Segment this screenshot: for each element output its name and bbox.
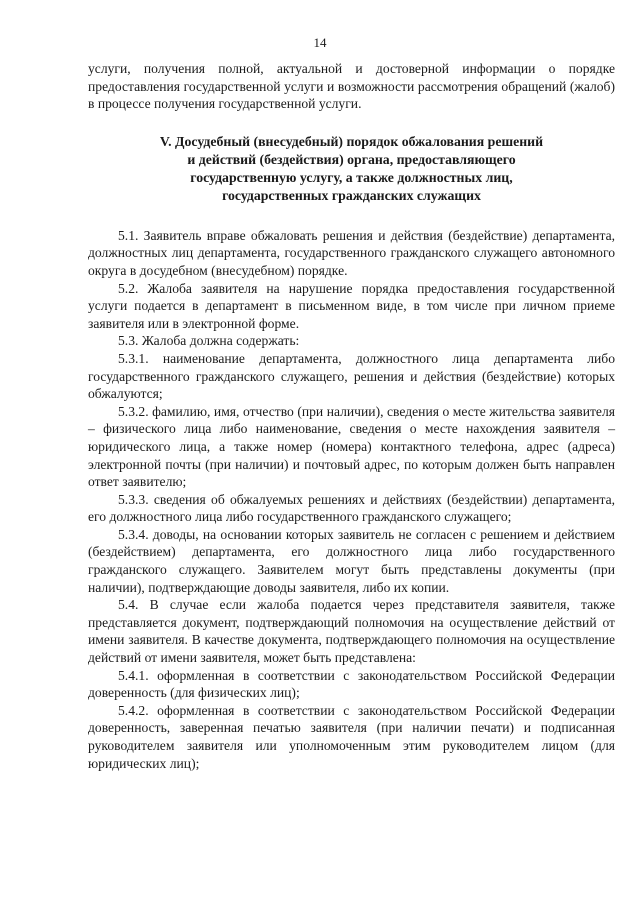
paragraph-5-3-3: 5.3.3. сведения об обжалуемых решениях и действиях (бездействии) департамента, его должностного лица либо государственного гражданского служащего; — [88, 491, 615, 525]
paragraph-5-1: 5.1. Заявитель вправе обжаловать решения и действия (бездействие) департамента, должностных лиц департамента, государственного гражданского служащего автономного округа в досудебном (внесудебном) порядке. — [88, 227, 615, 278]
intro-paragraph: услуги, получения полной, актуальной и достоверной информации о порядке предоставления государственной услуги и возможности рассмотрения обращений (жалоб) в процессе получения государственной услуги. — [88, 61, 615, 112]
paragraph-5-3-2: 5.3.2. фамилию, имя, отчество (при наличии), сведения о месте жительства заявителя – физического лица либо наименование, сведения о месте нахождения заявителя – юридического лица, а также номер (номера) контактного телефона, адрес (адреса) электронной почты (при наличии) и почтовый адрес, по которым должен быть направлен ответ заявителю; — [88, 403, 615, 490]
paragraph-5-4-1: 5.4.1. оформленная в соответствии с законодательством Российской Федерации доверенность (для физических лиц); — [88, 667, 615, 701]
paragraph-5-2: 5.2. Жалоба заявителя на нарушение порядка предоставления государственной услуги подается в департамент в письменном виде, в том числе при личном приеме заявителя или в электронной форме. — [88, 280, 615, 331]
paragraph-5-3-1: 5.3.1. наименование департамента, должностного лица департамента либо государственного гражданского служащего, решения и действия (бездействие) которых обжалуются; — [88, 350, 615, 402]
document-body — [88, 60, 615, 772]
paragraph-5-3-4: 5.3.4. доводы, на основании которых заявитель не согласен с решением и действием (бездействием) департамента, его должностного лица либо государственного гражданского служащего. Заявителем могут быть представлены документы (при наличии), подтверждающие доводы заявителя, либо их копии. — [88, 526, 615, 595]
section-heading-line: и действий (бездействия) органа, предоставляющего — [187, 151, 516, 167]
paragraph-5-3: 5.3. Жалоба должна содержать: — [118, 333, 300, 349]
section-heading — [88, 133, 615, 205]
section-heading-line: государственную услугу, а также должностных лиц, — [190, 169, 513, 185]
section-heading-line: государственных гражданских служащих — [222, 187, 481, 203]
page-number: 14 — [313, 35, 327, 50]
paragraph-5-4-2: 5.4.2. оформленная в соответствии с законодательством Российской Федерации доверенность, заверенная печатью заявителя (при наличии печати) и подписанная руководителем заявителя или уполномоченным этим руководителем лицом (для юридических лиц); — [88, 702, 615, 771]
paragraph-5-4: 5.4. В случае если жалоба подается через представителя заявителя, также представляется документ, подтверждающий полномочия на осуществление действий от имени заявителя. В качестве документа, подтверждающего полномочия на осуществление действий от имени заявителя, может быть представлена: — [88, 597, 615, 666]
section-heading-line: V. Досудебный (внесудебный) порядок обжалования решений — [159, 133, 544, 149]
